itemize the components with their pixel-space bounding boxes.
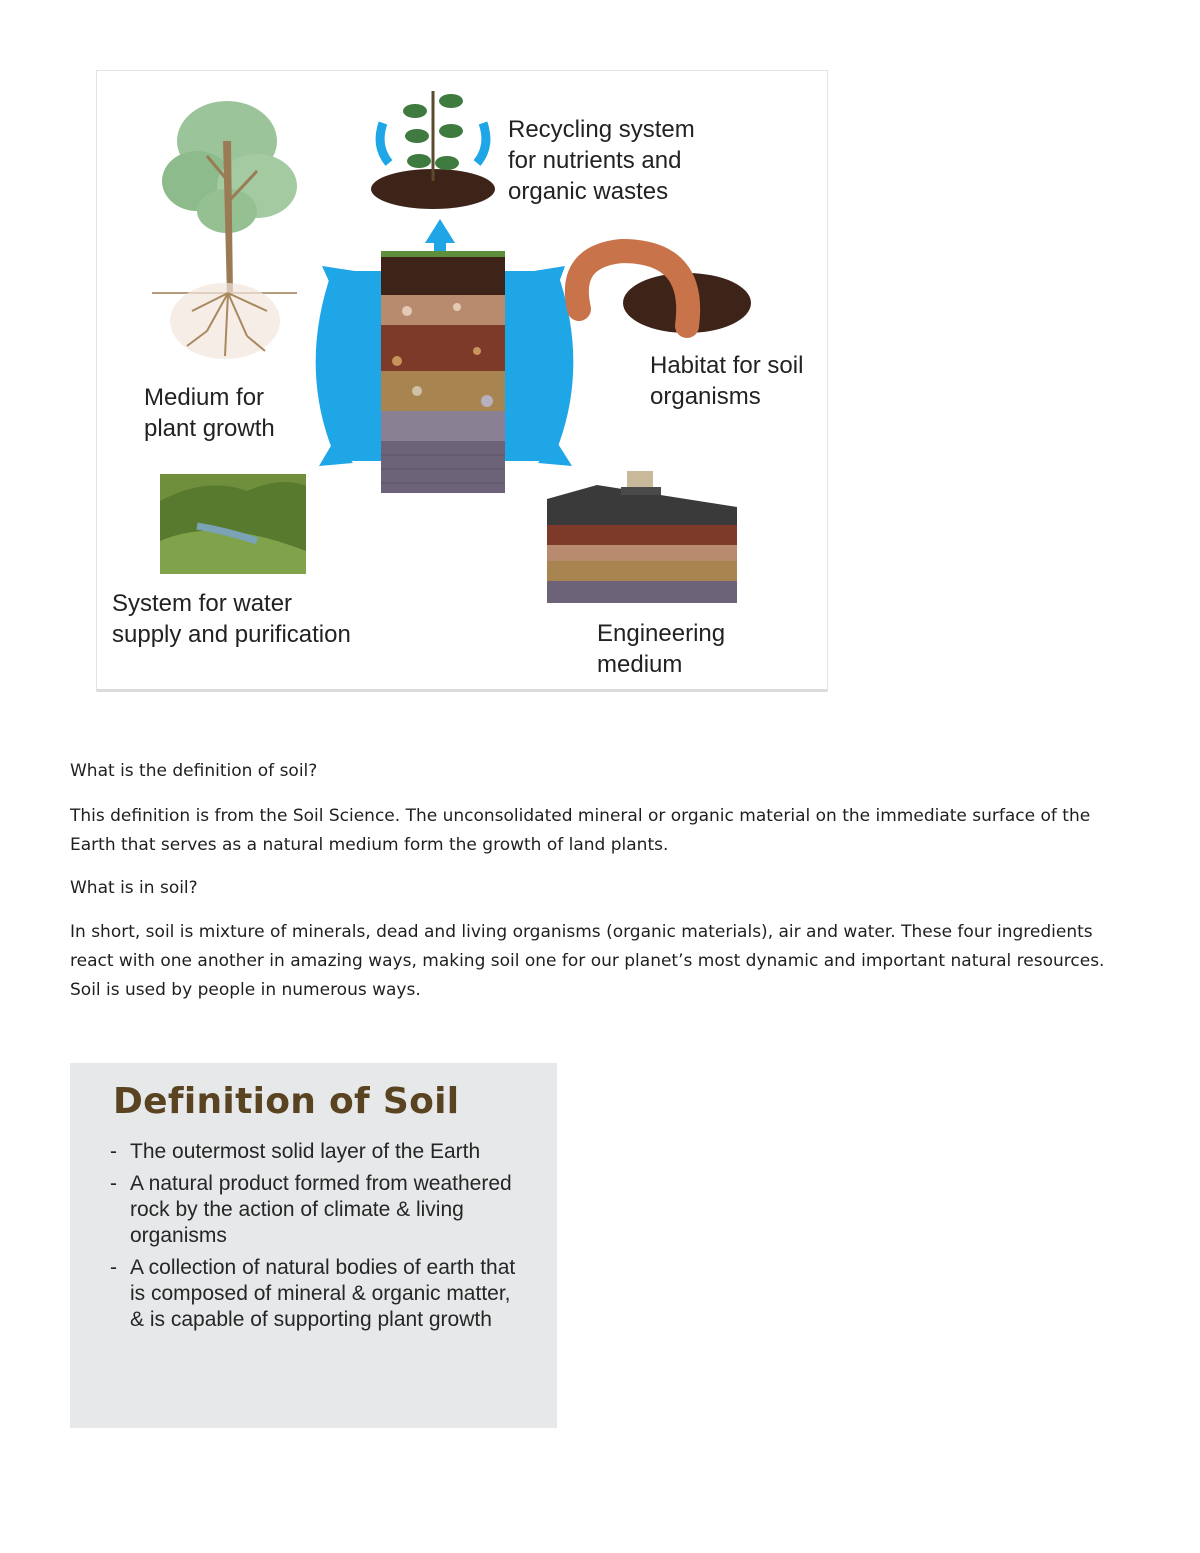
definition-item: - The outermost solid layer of the Earth xyxy=(110,1139,520,1165)
label-recycling: Recycling system for nutrients and organic wastes xyxy=(508,116,695,205)
earthworm-icon xyxy=(577,251,751,333)
definition-panel xyxy=(70,1063,557,1428)
label-engineering: Engineering medium xyxy=(597,620,726,678)
soil-profile-icon xyxy=(381,251,505,493)
landscape-photo xyxy=(160,474,306,574)
soil-functions-figure xyxy=(96,70,828,692)
label-habitat: Habitat for soil organisms xyxy=(650,352,804,410)
question-contents: What is in soil? xyxy=(70,878,198,898)
engineering-block-icon xyxy=(547,471,737,603)
label-water: System for water supply and purification xyxy=(112,590,351,648)
question-definition: What is the definition of soil? xyxy=(70,761,318,781)
contents-paragraph: In short, soil is mixture of minerals, dead and living organisms (organic materials), air and water. These four ingredients react with one another in amazing ways, making soil one for our planet’s most dynamic and important natural resources. Soil is used by people in numerous ways. xyxy=(70,922,1105,1000)
label-medium: Medium for plant growth xyxy=(144,384,275,442)
plant-mound-icon xyxy=(371,91,495,209)
definition-title: Definition of Soil xyxy=(113,1081,460,1122)
definition-item: - A collection of natural bodies of earth that is composed of mineral & organic matter, & is capable of supporting plant growth xyxy=(110,1255,520,1333)
definition-paragraph: This definition is from the Soil Science. The unconsolidated mineral or organic material on the immediate surface of the Earth that serves as a natural medium form the growth of land plants. xyxy=(70,806,1091,855)
definition-list xyxy=(110,1139,520,1339)
tree-icon xyxy=(152,101,297,359)
definition-item: - A natural product formed from weathered rock by the action of climate & living organisms xyxy=(110,1171,520,1249)
